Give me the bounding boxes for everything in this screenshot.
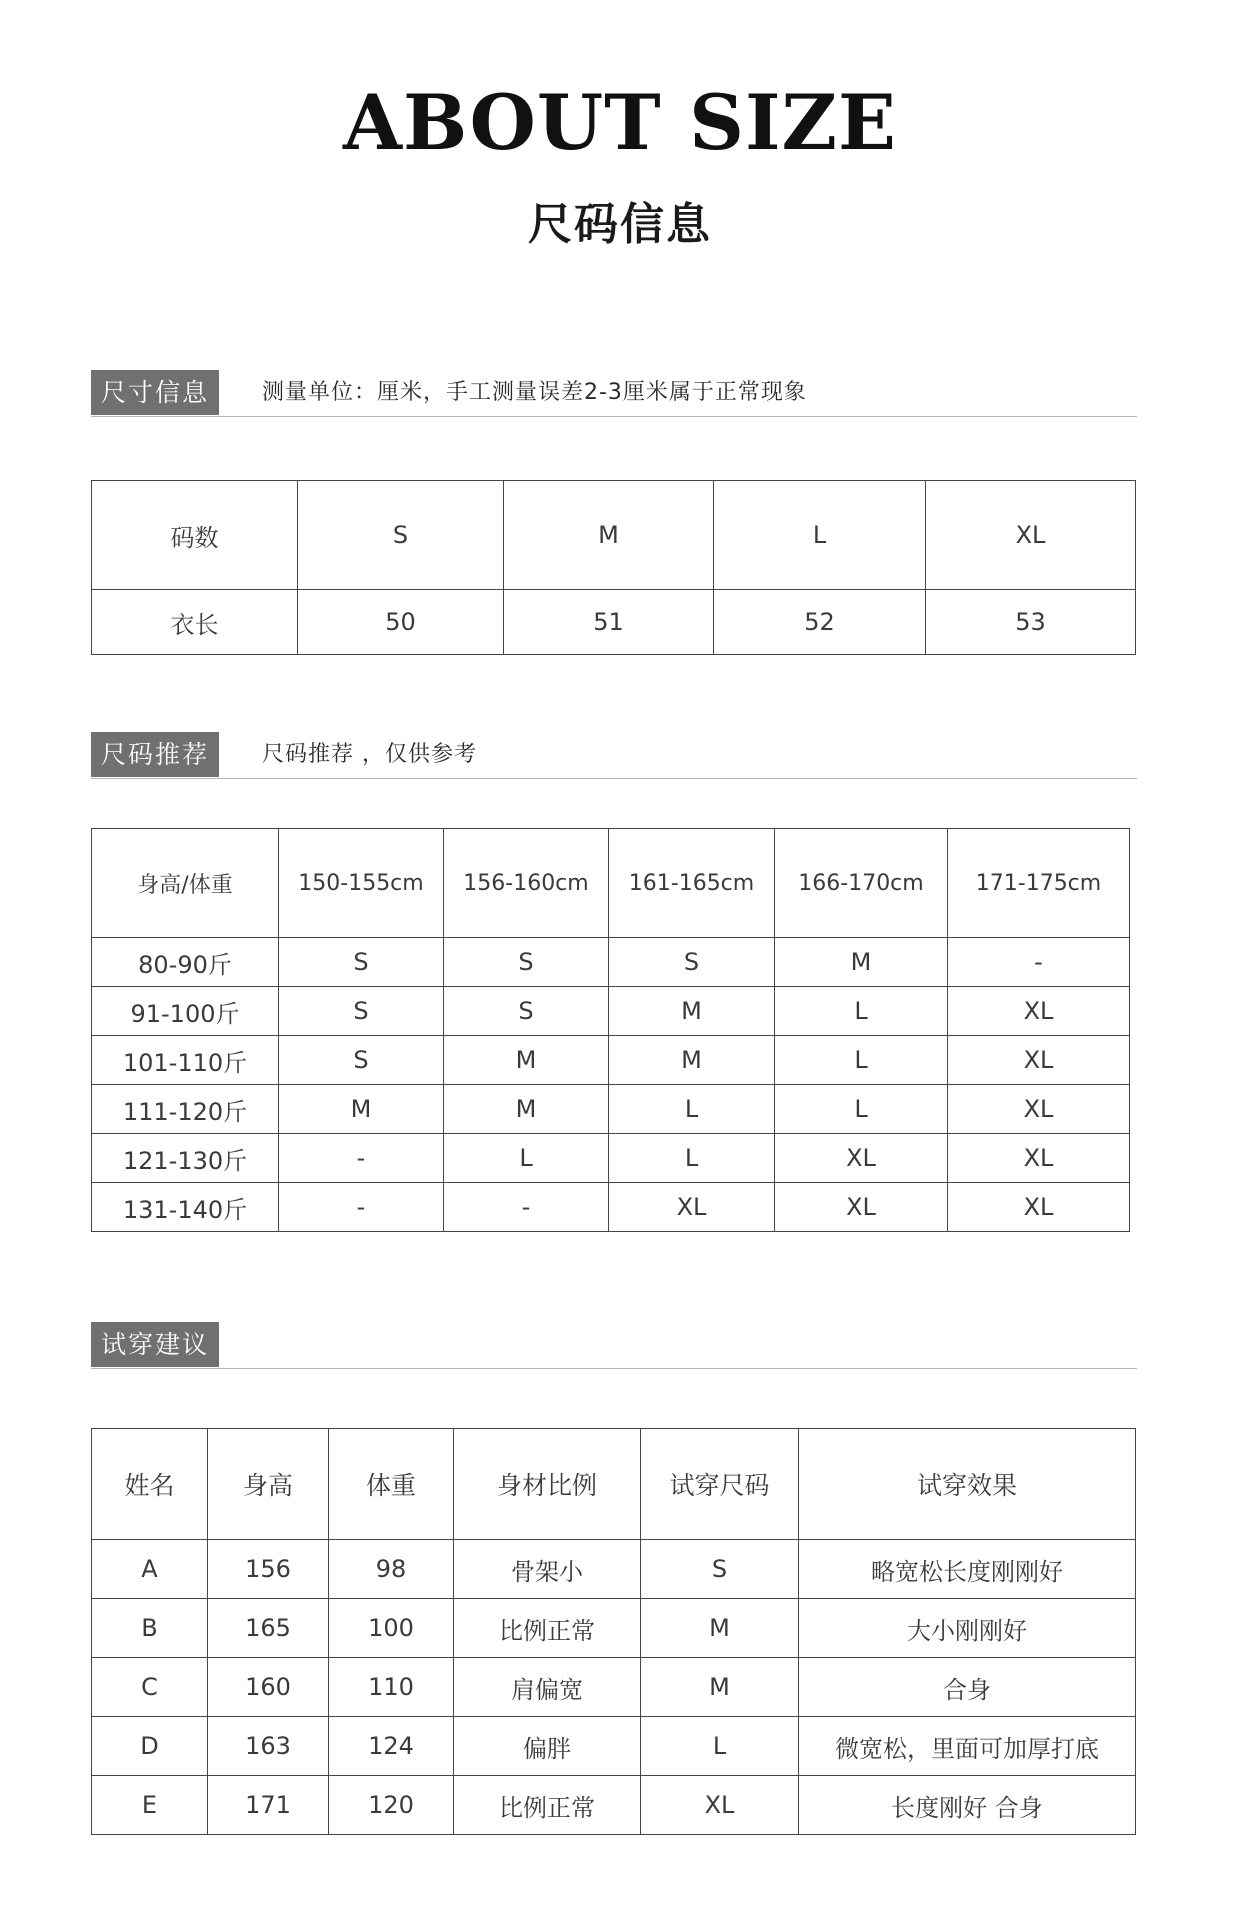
header-cell-fit-effect: 试穿效果: [799, 1429, 1136, 1540]
page-title-cn: 尺码信息: [528, 199, 712, 250]
table-cell: 171: [208, 1776, 329, 1835]
table-row: [92, 1036, 1130, 1085]
table-cell: 120: [329, 1776, 454, 1835]
table-cell: S: [444, 987, 609, 1036]
header-cell-height: 171-175cm: [948, 829, 1130, 938]
header-cell-size: L: [714, 481, 926, 590]
table-cell: S: [444, 938, 609, 987]
table-cell: 大小刚刚好: [799, 1599, 1136, 1658]
table-cell: XL: [609, 1183, 775, 1232]
header-cell-size-label: 码数: [92, 481, 298, 590]
table-row: [92, 1540, 1136, 1599]
table-cell: 52: [714, 590, 926, 655]
table-cell: -: [444, 1183, 609, 1232]
table-cell: L: [775, 1085, 948, 1134]
table-cell: C: [92, 1658, 208, 1717]
table-cell: XL: [948, 1036, 1130, 1085]
table-cell: M: [444, 1036, 609, 1085]
table-cell: 微宽松，里面可加厚打底: [799, 1717, 1136, 1776]
table-cell: 98: [329, 1540, 454, 1599]
header-cell-height: 161-165cm: [609, 829, 775, 938]
table-cell: XL: [948, 1134, 1130, 1183]
table-cell: M: [641, 1599, 799, 1658]
table-row: [92, 1183, 1130, 1232]
table-row: [92, 938, 1130, 987]
header-cell-height-weight: 身高/体重: [92, 829, 279, 938]
table-cell: 124: [329, 1717, 454, 1776]
table-cell: M: [444, 1085, 609, 1134]
row-label-weight: 80-90斤: [92, 938, 279, 987]
table-cell: 50: [298, 590, 504, 655]
row-label-weight: 91-100斤: [92, 987, 279, 1036]
header-cell-size: M: [504, 481, 714, 590]
table-row: [92, 590, 1136, 655]
table-cell: S: [641, 1540, 799, 1599]
table-cell: M: [609, 987, 775, 1036]
header-cell-height: 156-160cm: [444, 829, 609, 938]
header-cell-size: XL: [926, 481, 1136, 590]
table-cell: 165: [208, 1599, 329, 1658]
table-cell: A: [92, 1540, 208, 1599]
section-header-size-info: [91, 370, 1137, 417]
row-label-weight: 101-110斤: [92, 1036, 279, 1085]
section-tag-size-info: 尺寸信息: [91, 370, 219, 415]
table-cell: 比例正常: [454, 1599, 641, 1658]
header-cell-weight: 体重: [329, 1429, 454, 1540]
header-cell-name: 姓名: [92, 1429, 208, 1540]
table-cell: L: [609, 1085, 775, 1134]
table-row: [92, 1134, 1130, 1183]
section-header-size-recommend: [91, 732, 1137, 779]
header-cell-size: S: [298, 481, 504, 590]
table-header-row: [92, 829, 1130, 938]
table-cell: -: [948, 938, 1130, 987]
table-cell: 肩偏宽: [454, 1658, 641, 1717]
table-cell: 偏胖: [454, 1717, 641, 1776]
table-cell: XL: [775, 1134, 948, 1183]
section-note-measurement: 测量单位：厘米，手工测量误差2-3厘米属于正常现象: [262, 380, 807, 405]
table-cell: M: [609, 1036, 775, 1085]
header-cell-height: 身高: [208, 1429, 329, 1540]
section-header-fitting: [91, 1322, 1137, 1369]
row-label-weight: 111-120斤: [92, 1085, 279, 1134]
section-tag-fitting: 试穿建议: [91, 1322, 219, 1367]
table-cell: S: [279, 987, 444, 1036]
table-cell: L: [444, 1134, 609, 1183]
table-row: [92, 1776, 1136, 1835]
table-cell: 长度刚好 合身: [799, 1776, 1136, 1835]
table-cell: S: [609, 938, 775, 987]
header-cell-height: 150-155cm: [279, 829, 444, 938]
header-cell-height: 166-170cm: [775, 829, 948, 938]
table-cell: XL: [775, 1183, 948, 1232]
table-cell: S: [279, 1036, 444, 1085]
table-cell: -: [279, 1134, 444, 1183]
table-cell: L: [609, 1134, 775, 1183]
table-cell: 略宽松长度刚刚好: [799, 1540, 1136, 1599]
size-info-table: [91, 480, 1136, 655]
table-cell: XL: [641, 1776, 799, 1835]
table-row: [92, 987, 1130, 1036]
table-cell: 156: [208, 1540, 329, 1599]
table-cell: 110: [329, 1658, 454, 1717]
table-cell: XL: [948, 1085, 1130, 1134]
header-cell-body-type: 身材比例: [454, 1429, 641, 1540]
size-recommend-table: [91, 828, 1130, 1232]
table-cell: B: [92, 1599, 208, 1658]
row-label-weight: 121-130斤: [92, 1134, 279, 1183]
table-cell: L: [775, 987, 948, 1036]
table-cell: M: [775, 938, 948, 987]
table-cell: D: [92, 1717, 208, 1776]
table-header-row: [92, 1429, 1136, 1540]
fitting-table: [91, 1428, 1136, 1835]
table-row: [92, 1599, 1136, 1658]
section-note-reference: 尺码推荐 ，仅供参考: [262, 742, 477, 767]
table-cell: L: [641, 1717, 799, 1776]
table-cell: 比例正常: [454, 1776, 641, 1835]
table-cell: 骨架小: [454, 1540, 641, 1599]
table-row: [92, 1717, 1136, 1776]
table-cell: 合身: [799, 1658, 1136, 1717]
table-cell: S: [279, 938, 444, 987]
row-label-weight: 131-140斤: [92, 1183, 279, 1232]
page-title-en: ABOUT SIZE: [343, 78, 897, 167]
table-cell: 100: [329, 1599, 454, 1658]
table-cell: L: [775, 1036, 948, 1085]
table-cell: -: [279, 1183, 444, 1232]
table-cell: 163: [208, 1717, 329, 1776]
table-cell: E: [92, 1776, 208, 1835]
table-row: [92, 1085, 1130, 1134]
table-cell: XL: [948, 987, 1130, 1036]
table-row: [92, 1658, 1136, 1717]
table-cell: 53: [926, 590, 1136, 655]
table-cell: M: [641, 1658, 799, 1717]
table-cell: 51: [504, 590, 714, 655]
table-cell: XL: [948, 1183, 1130, 1232]
section-tag-size-recommend: 尺码推荐: [91, 732, 219, 777]
table-cell: M: [279, 1085, 444, 1134]
row-label-length: 衣长: [92, 590, 298, 655]
table-header-row: [92, 481, 1136, 590]
header-cell-fit-size: 试穿尺码: [641, 1429, 799, 1540]
table-cell: 160: [208, 1658, 329, 1717]
